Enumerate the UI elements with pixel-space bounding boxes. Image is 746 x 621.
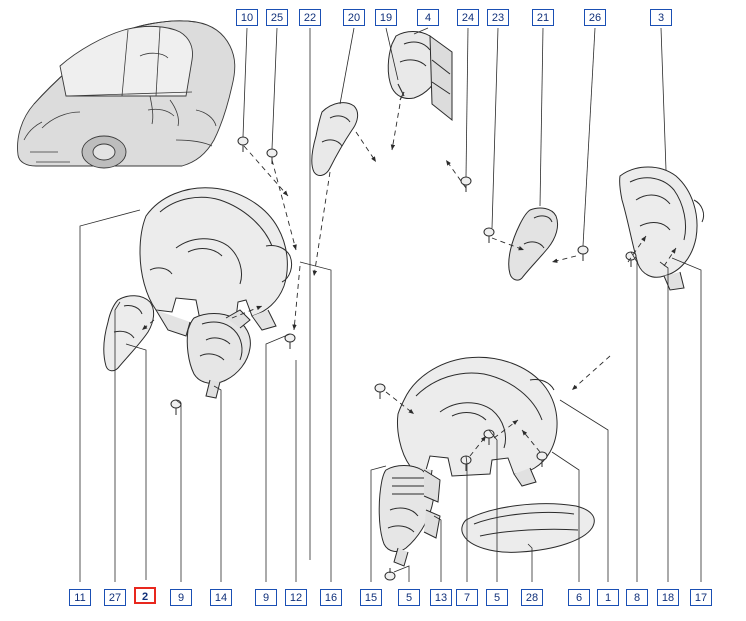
callout-18[interactable]: 18 [657, 589, 679, 606]
callout-15[interactable]: 15 [360, 589, 382, 606]
upper-mid-parts [312, 32, 452, 176]
callout-16[interactable]: 16 [320, 589, 342, 606]
callout-4[interactable]: 4 [417, 9, 439, 26]
callout-22[interactable]: 22 [299, 9, 321, 26]
rear-liner-lower-bracket [379, 466, 440, 567]
car-illustration [18, 21, 235, 168]
rear-support-bracket [509, 208, 558, 280]
callout-3[interactable]: 3 [650, 9, 672, 26]
callout-19[interactable]: 19 [375, 9, 397, 26]
callout-25[interactable]: 25 [266, 9, 288, 26]
callout-7[interactable]: 7 [456, 589, 478, 606]
callout-6[interactable]: 6 [568, 589, 590, 606]
rear-upper-liner-right [620, 167, 704, 290]
callout-5-right[interactable]: 5 [486, 589, 508, 606]
callout-24[interactable]: 24 [457, 9, 479, 26]
callout-26[interactable]: 26 [584, 9, 606, 26]
callout-1[interactable]: 1 [597, 589, 619, 606]
callout-17[interactable]: 17 [690, 589, 712, 606]
callout-5-left[interactable]: 5 [398, 589, 420, 606]
callout-8[interactable]: 8 [626, 589, 648, 606]
callout-27[interactable]: 27 [104, 589, 126, 606]
callout-20[interactable]: 20 [343, 9, 365, 26]
rear-wheel-arch-liner-right [398, 357, 558, 486]
front-liner-bracket-assembly-left [187, 310, 250, 398]
callout-23[interactable]: 23 [487, 9, 509, 26]
callout-11[interactable]: 11 [69, 589, 91, 606]
callout-28[interactable]: 28 [521, 589, 543, 606]
callout-21[interactable]: 21 [532, 9, 554, 26]
rear-sill-trim-strip [462, 504, 594, 553]
callout-10[interactable]: 10 [236, 9, 258, 26]
callout-9-rear[interactable]: 9 [255, 589, 277, 606]
callout-9-front[interactable]: 9 [170, 589, 192, 606]
callout-14[interactable]: 14 [210, 589, 232, 606]
callout-13[interactable]: 13 [430, 589, 452, 606]
callout-12[interactable]: 12 [285, 589, 307, 606]
callout-2-selected[interactable]: 2 [134, 587, 156, 604]
